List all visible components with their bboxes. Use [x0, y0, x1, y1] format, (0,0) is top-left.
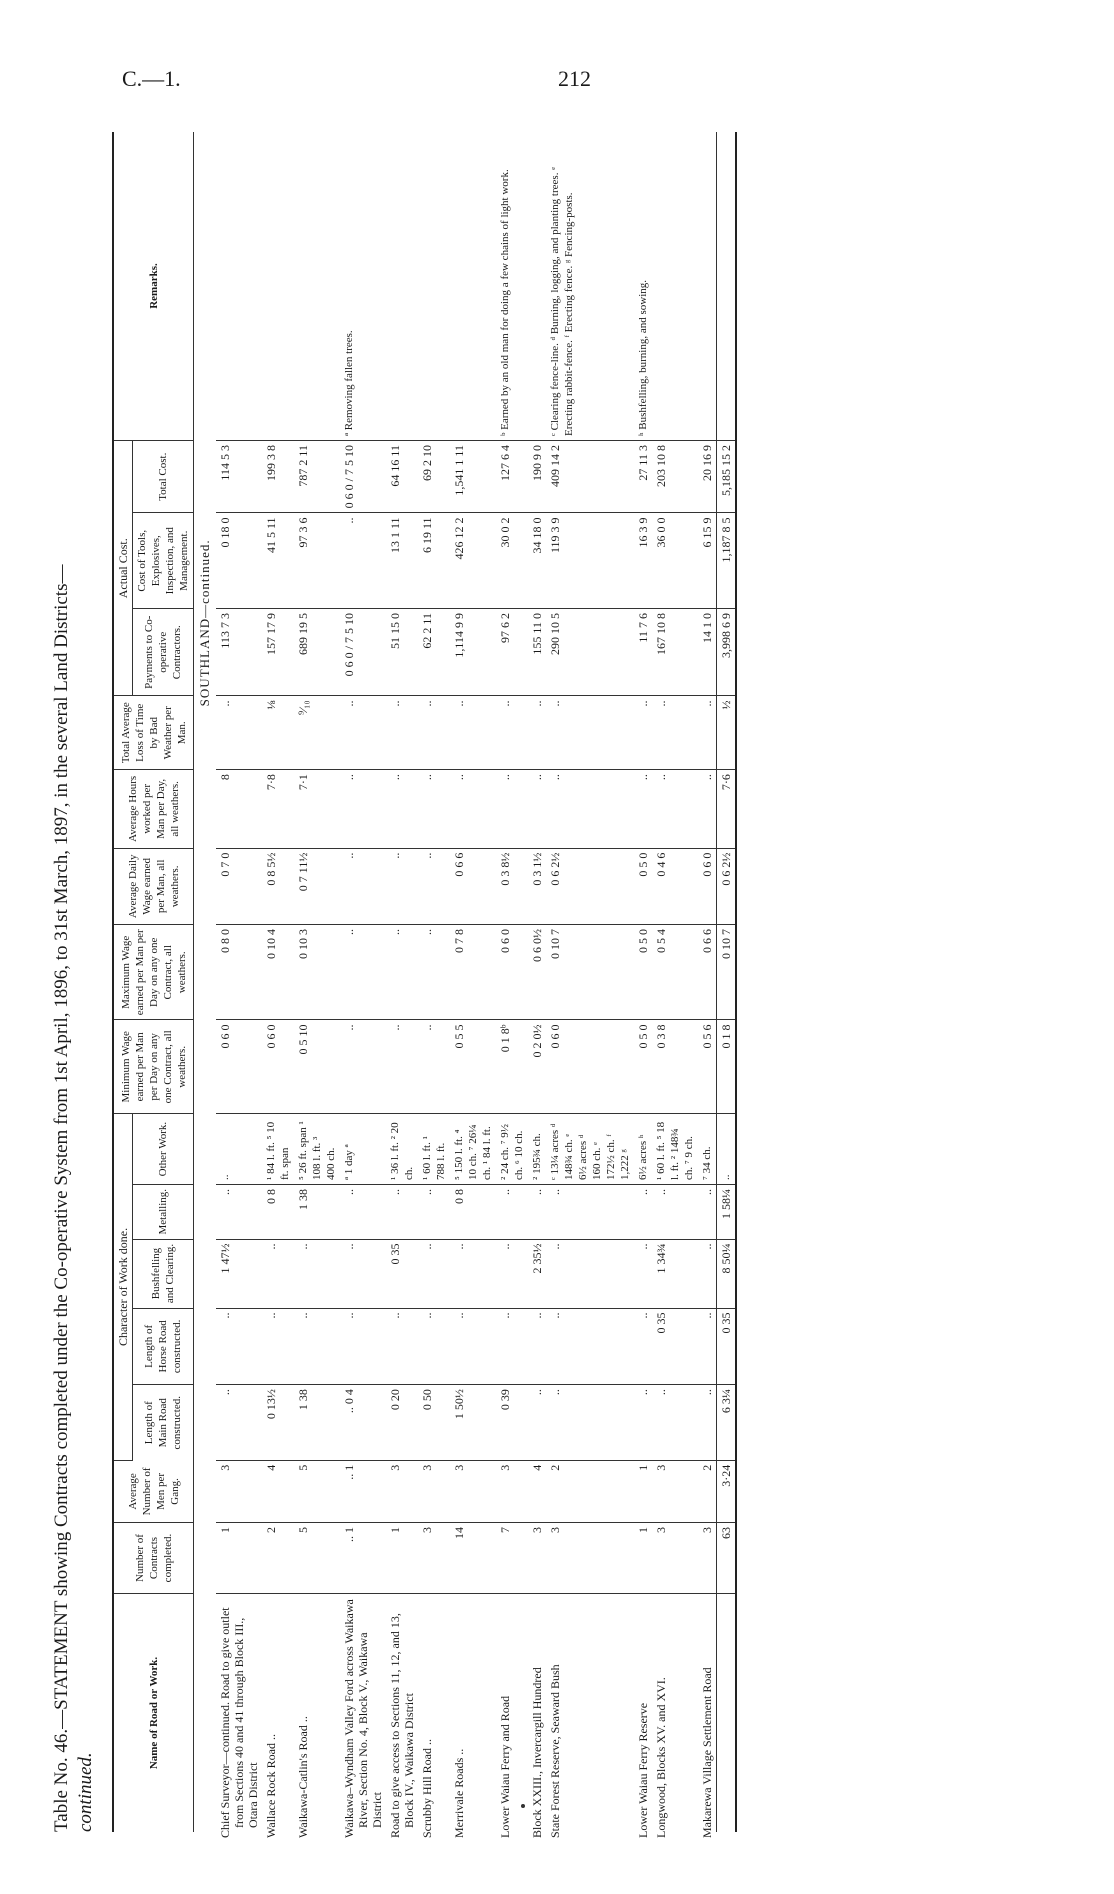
cell-hours: ..	[528, 770, 546, 849]
cell-contracts: 3	[652, 1523, 698, 1594]
cell-metal: ..	[546, 1184, 634, 1239]
cell-max-wage: 0 7 8	[450, 925, 496, 1020]
cell-avg-wage: 0 6 2½	[546, 848, 634, 924]
cell-men: 4	[528, 1460, 546, 1522]
cell-contracts: 1	[386, 1523, 418, 1594]
cell-name: State Forest Reserve, Seaward Bush	[548, 1664, 562, 1838]
cell-loss: ..	[528, 696, 546, 770]
cell-max-wage: 0 5 0	[634, 925, 652, 1020]
caption-main: Table No. 46.—STATEMENT showing Contracts completed under the Co-operative System from 1st April, 1896, to 31st March, 1897, in the several Land Districts—	[51, 564, 72, 1832]
cell-horse-road: ..	[634, 1308, 652, 1385]
header-work-group: Character of Work done.	[113, 1114, 133, 1461]
caption-continued: continued.	[75, 1752, 96, 1832]
cell-payments: 51 15 0	[386, 609, 418, 696]
cell-other: ¹ 84 l. ft. ⁵ 10 ft. span	[262, 1114, 294, 1185]
cell-total: 190 9 0	[528, 441, 546, 513]
cell-max-wage: 0 10 4	[262, 925, 294, 1020]
cell-bush: ..	[698, 1239, 717, 1308]
cell-hours: ..	[386, 770, 418, 849]
cell-main-road: 0 13½	[262, 1385, 294, 1461]
cell-hours: 8	[216, 770, 262, 849]
cell-contracts: 2	[262, 1523, 294, 1594]
cell-other: ..	[216, 1114, 262, 1185]
cell-tools: 6 15 9	[698, 513, 717, 609]
cell-contracts: 3	[528, 1523, 546, 1594]
header-bush: Bushfelling and Clearing.	[133, 1239, 194, 1308]
cell-payments: 1,114 9 9	[450, 609, 496, 696]
cell-metal: ..	[634, 1184, 652, 1239]
header-tools: Cost of Tools, Explosives, Inspection, and Management.	[133, 513, 194, 609]
cell-avg-wage: 0 5 0	[634, 848, 652, 924]
cell-men: 1	[634, 1460, 652, 1522]
cell-total: 203 10 8	[652, 441, 698, 513]
cell-name: Lower Waiau Ferry and Road	[498, 1695, 512, 1838]
cell-main-road: 0 20	[386, 1385, 418, 1461]
cell-other: ¹ 60 l. ft. ¹ 788 l. ft.	[418, 1114, 450, 1185]
cell-name	[717, 1594, 737, 1833]
header-cost-group: Actual Cost.	[113, 441, 133, 696]
cell-metal: ..	[386, 1184, 418, 1239]
cell-main-road: ..	[216, 1385, 262, 1461]
cell-contracts: .. 1	[340, 1523, 386, 1594]
cell-min-wage: ..	[418, 1020, 450, 1114]
section-title: SOUTHLAND—continued.	[197, 539, 212, 707]
table-body	[194, 132, 737, 1838]
header-max-wage: Maximum Wage earned per Man per Day on any one Contract, all weathers.	[113, 925, 194, 1020]
cell-min-wage: 0 3 8	[652, 1020, 698, 1114]
cell-metal: ..	[418, 1184, 450, 1239]
cell-avg-wage: ..	[386, 848, 418, 924]
cell-min-wage: 0 5 5	[450, 1020, 496, 1114]
cell-remarks: ᶜ Clearing fence-line. ᵈ Burning, logging, and planting trees. ᵉ Erecting rabbit-fence. ᶠ Erecting fence. ᵍ Fencing-posts.	[546, 132, 634, 441]
cell-hours: 7·8	[262, 770, 294, 849]
cell-payments: 0 6 0 / 7 5 10	[340, 609, 386, 696]
cell-horse-road: ..	[340, 1308, 386, 1385]
cell-hours: ..	[546, 770, 634, 849]
cell-other: ᶜ 13¼ acres ᵈ 148¾ ch. ᵉ 6½ acres ᵈ 160 ch. ᵉ 172½ ch. ᶠ 1,222 ᵍ	[546, 1114, 634, 1185]
cell-min-wage: ..	[386, 1020, 418, 1114]
cell-men: 3·24	[717, 1460, 737, 1522]
header-min-wage: Minimum Wage earned per Man per Day on any one Contract, all weathers.	[113, 1020, 194, 1114]
cell-contracts: 3	[418, 1523, 450, 1594]
cell-horse-road: ..	[450, 1308, 496, 1385]
header-men: Average Number of Men per Gang.	[113, 1460, 194, 1522]
cell-avg-wage: 0 6 2½	[717, 848, 737, 924]
cell-hours: ..	[496, 770, 528, 849]
cell-remarks	[386, 132, 418, 441]
header-metal: Metalling.	[133, 1184, 194, 1239]
totals-row	[717, 132, 737, 1832]
cell-bush: ..	[546, 1239, 634, 1308]
units-work	[194, 1114, 217, 1461]
cell-bush: 0 35	[386, 1239, 418, 1308]
cell-remarks: ʰ Bushfelling, burning, and sowing.	[634, 132, 652, 441]
cell-contracts: 3	[546, 1523, 634, 1594]
cell-payments: 157 17 9	[262, 609, 294, 696]
cell-hours: ..	[634, 770, 652, 849]
table-row	[418, 132, 450, 1832]
cell-bush: ..	[294, 1239, 340, 1308]
cell-metal: 0 8	[450, 1184, 496, 1239]
cell-bush: 1 34¾	[652, 1239, 698, 1308]
cell-avg-wage: 0 3 1½	[528, 848, 546, 924]
cell-avg-wage: 0 3 8½	[496, 848, 528, 924]
cell-contracts: 1	[634, 1523, 652, 1594]
cell-tools: 13 1 11	[386, 513, 418, 609]
cell-min-wage: 0 6 0	[546, 1020, 634, 1114]
cell-avg-wage: 0 7 0	[216, 848, 262, 924]
cell-main-road: 0 39	[496, 1385, 528, 1461]
cell-tools: 16 3 9	[634, 513, 652, 609]
cell-payments: 3,998 6 9	[717, 609, 737, 696]
cell-name: Waikawa-Catlin's Road ..	[296, 1716, 310, 1838]
cell-bush: ..	[418, 1239, 450, 1308]
cell-loss: ..	[418, 696, 450, 770]
cell-total: 787 2 11	[294, 441, 340, 513]
cell-metal: ..	[340, 1184, 386, 1239]
cell-horse-road: ..	[698, 1308, 717, 1385]
cell-name: Chief Surveyor—continued. Road to give outlet from Sections 40 and 41 through Block III., Otara District	[218, 1607, 260, 1838]
cell-main-road: ..	[546, 1385, 634, 1461]
table-row	[634, 132, 652, 1832]
header-name: Name of Road or Work.	[113, 1594, 194, 1833]
page-mark	[521, 1804, 525, 1808]
header-other: Other Work.	[133, 1114, 194, 1185]
cell-men: 2	[546, 1460, 634, 1522]
cell-total: 127 6 4	[496, 441, 528, 513]
cell-contracts: 5	[294, 1523, 340, 1594]
cell-hours: 7·1	[294, 770, 340, 849]
cell-men: 3	[216, 1460, 262, 1522]
cell-main-road: ..	[698, 1385, 717, 1461]
cell-other: ⁵ 26 ft. span ¹ 108 l. ft. ³ 400 ch.	[294, 1114, 340, 1185]
cell-bush: 1 47½	[216, 1239, 262, 1308]
cell-main-road: .. 0 4	[340, 1385, 386, 1461]
cell-other: ⁷ 34 ch.	[698, 1114, 717, 1185]
cell-max-wage: 0 5 4	[652, 925, 698, 1020]
cell-name: Longwood, Blocks XV. and XVI.	[654, 1677, 668, 1838]
table-caption	[50, 132, 100, 1832]
cell-contracts: 3	[698, 1523, 717, 1594]
cell-payments: 155 11 0	[528, 609, 546, 696]
cell-total: 0 6 0 / 7 5 10	[340, 441, 386, 513]
cell-name: Road to give access to Sections 11, 12, and 13, Block IV., Waikawa District	[388, 1613, 416, 1838]
cell-loss: ..	[698, 696, 717, 770]
cell-min-wage: 0 2 0½	[528, 1020, 546, 1114]
table-row	[652, 132, 698, 1832]
cell-remarks	[698, 132, 717, 441]
cell-loss: ½	[717, 696, 737, 770]
cell-men: 4	[262, 1460, 294, 1522]
cell-total: 69 2 10	[418, 441, 450, 513]
cell-hours: ..	[418, 770, 450, 849]
cell-avg-wage: 0 4 6	[652, 848, 698, 924]
cell-max-wage: 0 10 3	[294, 925, 340, 1020]
cell-name: Waikawa–Wyndham Valley Ford across Waikawa River, Section No. 4, Block V., Waikawa District	[342, 1599, 384, 1838]
cell-max-wage: ..	[418, 925, 450, 1020]
cell-remarks: ª Removing fallen trees.	[340, 132, 386, 441]
cell-bush: 2 35½	[528, 1239, 546, 1308]
table-row	[262, 132, 294, 1832]
cell-bush: ..	[634, 1239, 652, 1308]
cell-total: 199 3 8	[262, 441, 294, 513]
cell-loss: ..	[634, 696, 652, 770]
cell-total: 409 14 2	[546, 441, 634, 513]
cell-tools: 1,187 8 5	[717, 513, 737, 609]
cell-remarks	[528, 132, 546, 441]
cell-main-road: 6 3¼	[717, 1385, 737, 1461]
cell-max-wage: ..	[386, 925, 418, 1020]
cell-tools: 0 18 0	[216, 513, 262, 609]
cell-other: ..	[717, 1114, 737, 1185]
cell-loss: ⁹⁄₁₀	[294, 696, 340, 770]
cell-min-wage: 0 1 8	[717, 1020, 737, 1114]
cell-men: .. 1	[340, 1460, 386, 1522]
cell-horse-road: 0 35	[717, 1308, 737, 1385]
header-remarks: Remarks.	[113, 132, 194, 441]
cell-horse-road: ..	[262, 1308, 294, 1385]
cell-remarks	[418, 132, 450, 441]
cell-tools: 34 18 0	[528, 513, 546, 609]
cell-contracts: 1	[216, 1523, 262, 1594]
cell-horse-road: 0 35	[652, 1308, 698, 1385]
cell-other: ¹ 60 l. ft. ⁵ 18 l. ft. ² 148¾ ch. ⁷ 9 ch.	[652, 1114, 698, 1185]
cell-loss: ..	[340, 696, 386, 770]
header-total: Total Cost.	[133, 441, 194, 513]
cell-max-wage: 0 10 7	[546, 925, 634, 1020]
cell-hours: ..	[450, 770, 496, 849]
cell-payments: 167 10 8	[652, 609, 698, 696]
cell-horse-road: ..	[496, 1308, 528, 1385]
document-reference: C.—1.	[122, 66, 181, 91]
cell-contracts: 7	[496, 1523, 528, 1594]
table-row	[496, 132, 528, 1832]
cell-horse-road: ..	[418, 1308, 450, 1385]
cell-max-wage: 0 10 7	[717, 925, 737, 1020]
cell-metal: 0 8	[262, 1184, 294, 1239]
cell-remarks	[294, 132, 340, 441]
cell-min-wage: 0 5 0	[634, 1020, 652, 1114]
cell-men: 5	[294, 1460, 340, 1522]
cell-loss: ..	[496, 696, 528, 770]
header-avg-wage: Average Daily Wage earned per Man, all weathers.	[113, 848, 194, 924]
cell-avg-wage: 0 8 5½	[262, 848, 294, 924]
cell-loss: ..	[216, 696, 262, 770]
cell-horse-road: ..	[386, 1308, 418, 1385]
cell-payments: 689 19 5	[294, 609, 340, 696]
cell-total: 5,185 15 2	[717, 441, 737, 513]
table-row	[340, 132, 386, 1832]
cell-total: 27 11 3	[634, 441, 652, 513]
header-loss: Total Average Loss of Time by Bad Weather per Man.	[113, 696, 194, 770]
cell-name: Wallace Rock Road ..	[264, 1734, 278, 1838]
cell-main-road: ..	[528, 1385, 546, 1461]
cell-loss: ..	[546, 696, 634, 770]
contracts-table	[112, 132, 737, 1838]
cell-tools: 119 3 9	[546, 513, 634, 609]
cell-payments: 113 7 3	[216, 609, 262, 696]
cell-min-wage: 0 5 10	[294, 1020, 340, 1114]
cell-bush: ..	[262, 1239, 294, 1308]
cell-max-wage: 0 6 0½	[528, 925, 546, 1020]
header-payments: Payments to Co-operative Contractors.	[133, 609, 194, 696]
cell-remarks	[652, 132, 698, 441]
cell-total: 20 16 9	[698, 441, 717, 513]
cell-total: 114 5 3	[216, 441, 262, 513]
cell-bush: ..	[340, 1239, 386, 1308]
header-main-road: Length of Main Road constructed.	[133, 1385, 194, 1461]
header-contracts: Number of Contracts completed.	[113, 1523, 194, 1594]
cell-main-road: 1 38	[294, 1385, 340, 1461]
cell-other: ¹ 36 l. ft. ² 20 ch.	[386, 1114, 418, 1185]
cell-min-wage: ..	[340, 1020, 386, 1114]
table-row	[216, 132, 262, 1832]
cell-payments: 97 6 2	[496, 609, 528, 696]
cell-men: 3	[386, 1460, 418, 1522]
cell-max-wage: 0 6 0	[496, 925, 528, 1020]
cell-min-wage: 0 1 8ᵇ	[496, 1020, 528, 1114]
table-row	[450, 132, 496, 1832]
table-row	[386, 132, 418, 1832]
table-row	[528, 132, 546, 1832]
cell-horse-road: ..	[528, 1308, 546, 1385]
cell-men: 3	[418, 1460, 450, 1522]
cell-metal: ..	[496, 1184, 528, 1239]
cell-hours: ..	[698, 770, 717, 849]
cell-loss: ..	[450, 696, 496, 770]
cell-hours: ..	[652, 770, 698, 849]
cell-avg-wage: ..	[340, 848, 386, 924]
cell-payments: 14 1 0	[698, 609, 717, 696]
table-row	[546, 132, 634, 1832]
cell-metal: 1 58¼	[717, 1184, 737, 1239]
cell-metal: ..	[216, 1184, 262, 1239]
table-row	[698, 132, 717, 1832]
cell-bush: 8 50¼	[717, 1239, 737, 1308]
rotated-statement	[50, 132, 1110, 1838]
cell-horse-road: ..	[216, 1308, 262, 1385]
cell-men: 3	[496, 1460, 528, 1522]
cell-tools: ..	[340, 513, 386, 609]
cell-tools: 41 5 11	[262, 513, 294, 609]
cell-tools: 426 12 2	[450, 513, 496, 609]
cell-contracts: 14	[450, 1523, 496, 1594]
cell-max-wage: 0 8 0	[216, 925, 262, 1020]
cell-horse-road: ..	[546, 1308, 634, 1385]
section-row	[194, 132, 217, 1832]
cell-remarks	[717, 132, 737, 441]
page-header	[0, 66, 1114, 106]
cell-tools: 6 19 11	[418, 513, 450, 609]
cell-payments: 11 7 6	[634, 609, 652, 696]
cell-contracts: 63	[717, 1523, 737, 1594]
header-hours: Average Hours worked per Man per Day, all weathers.	[113, 770, 194, 849]
cell-main-road: 1 50½	[450, 1385, 496, 1461]
page-number: 212	[558, 66, 591, 91]
cell-remarks	[262, 132, 294, 441]
cell-loss: ⅛	[262, 696, 294, 770]
cell-remarks: ᵇ Earned by an old man for doing a few chains of light work.	[496, 132, 528, 441]
header-horse-road: Length of Horse Road constructed.	[133, 1308, 194, 1385]
cell-tools: 97 3 6	[294, 513, 340, 609]
cell-name: Scrubby Hill Road ..	[420, 1739, 434, 1838]
cell-tools: 36 0 0	[652, 513, 698, 609]
cell-remarks	[450, 132, 496, 441]
cell-name: Lower Waiau Ferry Reserve	[636, 1702, 650, 1838]
cell-metal: ..	[698, 1184, 717, 1239]
cell-max-wage: 0 6 6	[698, 925, 717, 1020]
table-row	[294, 132, 340, 1832]
cell-loss: ..	[652, 696, 698, 770]
cell-min-wage: 0 6 0	[216, 1020, 262, 1114]
cell-metal: ..	[528, 1184, 546, 1239]
cell-avg-wage: ..	[418, 848, 450, 924]
cell-total: 64 16 11	[386, 441, 418, 513]
cell-name: Merrivale Roads ..	[452, 1748, 466, 1838]
cell-main-road: ..	[652, 1385, 698, 1461]
cell-loss: ..	[386, 696, 418, 770]
cell-men: 3	[450, 1460, 496, 1522]
cell-payments: 290 10 5	[546, 609, 634, 696]
cell-payments: 62 2 11	[418, 609, 450, 696]
cell-total: 1,541 1 11	[450, 441, 496, 513]
cell-main-road: ..	[634, 1385, 652, 1461]
cell-men: 2	[698, 1460, 717, 1522]
cell-max-wage: ..	[340, 925, 386, 1020]
cell-other: 6½ acres ʰ	[634, 1114, 652, 1185]
cell-bush: ..	[450, 1239, 496, 1308]
cell-avg-wage: 0 6 6	[450, 848, 496, 924]
cell-metal: 1 38	[294, 1184, 340, 1239]
cell-other: ² 195¾ ch.	[528, 1114, 546, 1185]
cell-hours: ..	[340, 770, 386, 849]
cell-main-road: 0 50	[418, 1385, 450, 1461]
cell-name: Makarewa Village Settlement Road	[700, 1667, 714, 1838]
cell-other: ² 24 ch. ⁷ 9½ ch. ⁶ 10 ch.	[496, 1114, 528, 1185]
cell-bush: ..	[496, 1239, 528, 1308]
cell-remarks	[216, 132, 262, 441]
cell-men: 3	[652, 1460, 698, 1522]
cell-other: ª 1 day ª	[340, 1114, 386, 1185]
cell-name: Block XXIII., Invercargill Hundred	[530, 1667, 544, 1838]
cell-avg-wage: 0 6 0	[698, 848, 717, 924]
cell-tools: 30 0 2	[496, 513, 528, 609]
cell-hours: 7·6	[717, 770, 737, 849]
cell-horse-road: ..	[294, 1308, 340, 1385]
cell-metal: ..	[652, 1184, 698, 1239]
cell-avg-wage: 0 7 11½	[294, 848, 340, 924]
cell-min-wage: 0 5 6	[698, 1020, 717, 1114]
cell-other: ⁵ 150 l. ft. ⁴ 10 ch. ⁷ 26¼ ch. ¹ 84 l. ft.	[450, 1114, 496, 1185]
cell-min-wage: 0 6 0	[262, 1020, 294, 1114]
